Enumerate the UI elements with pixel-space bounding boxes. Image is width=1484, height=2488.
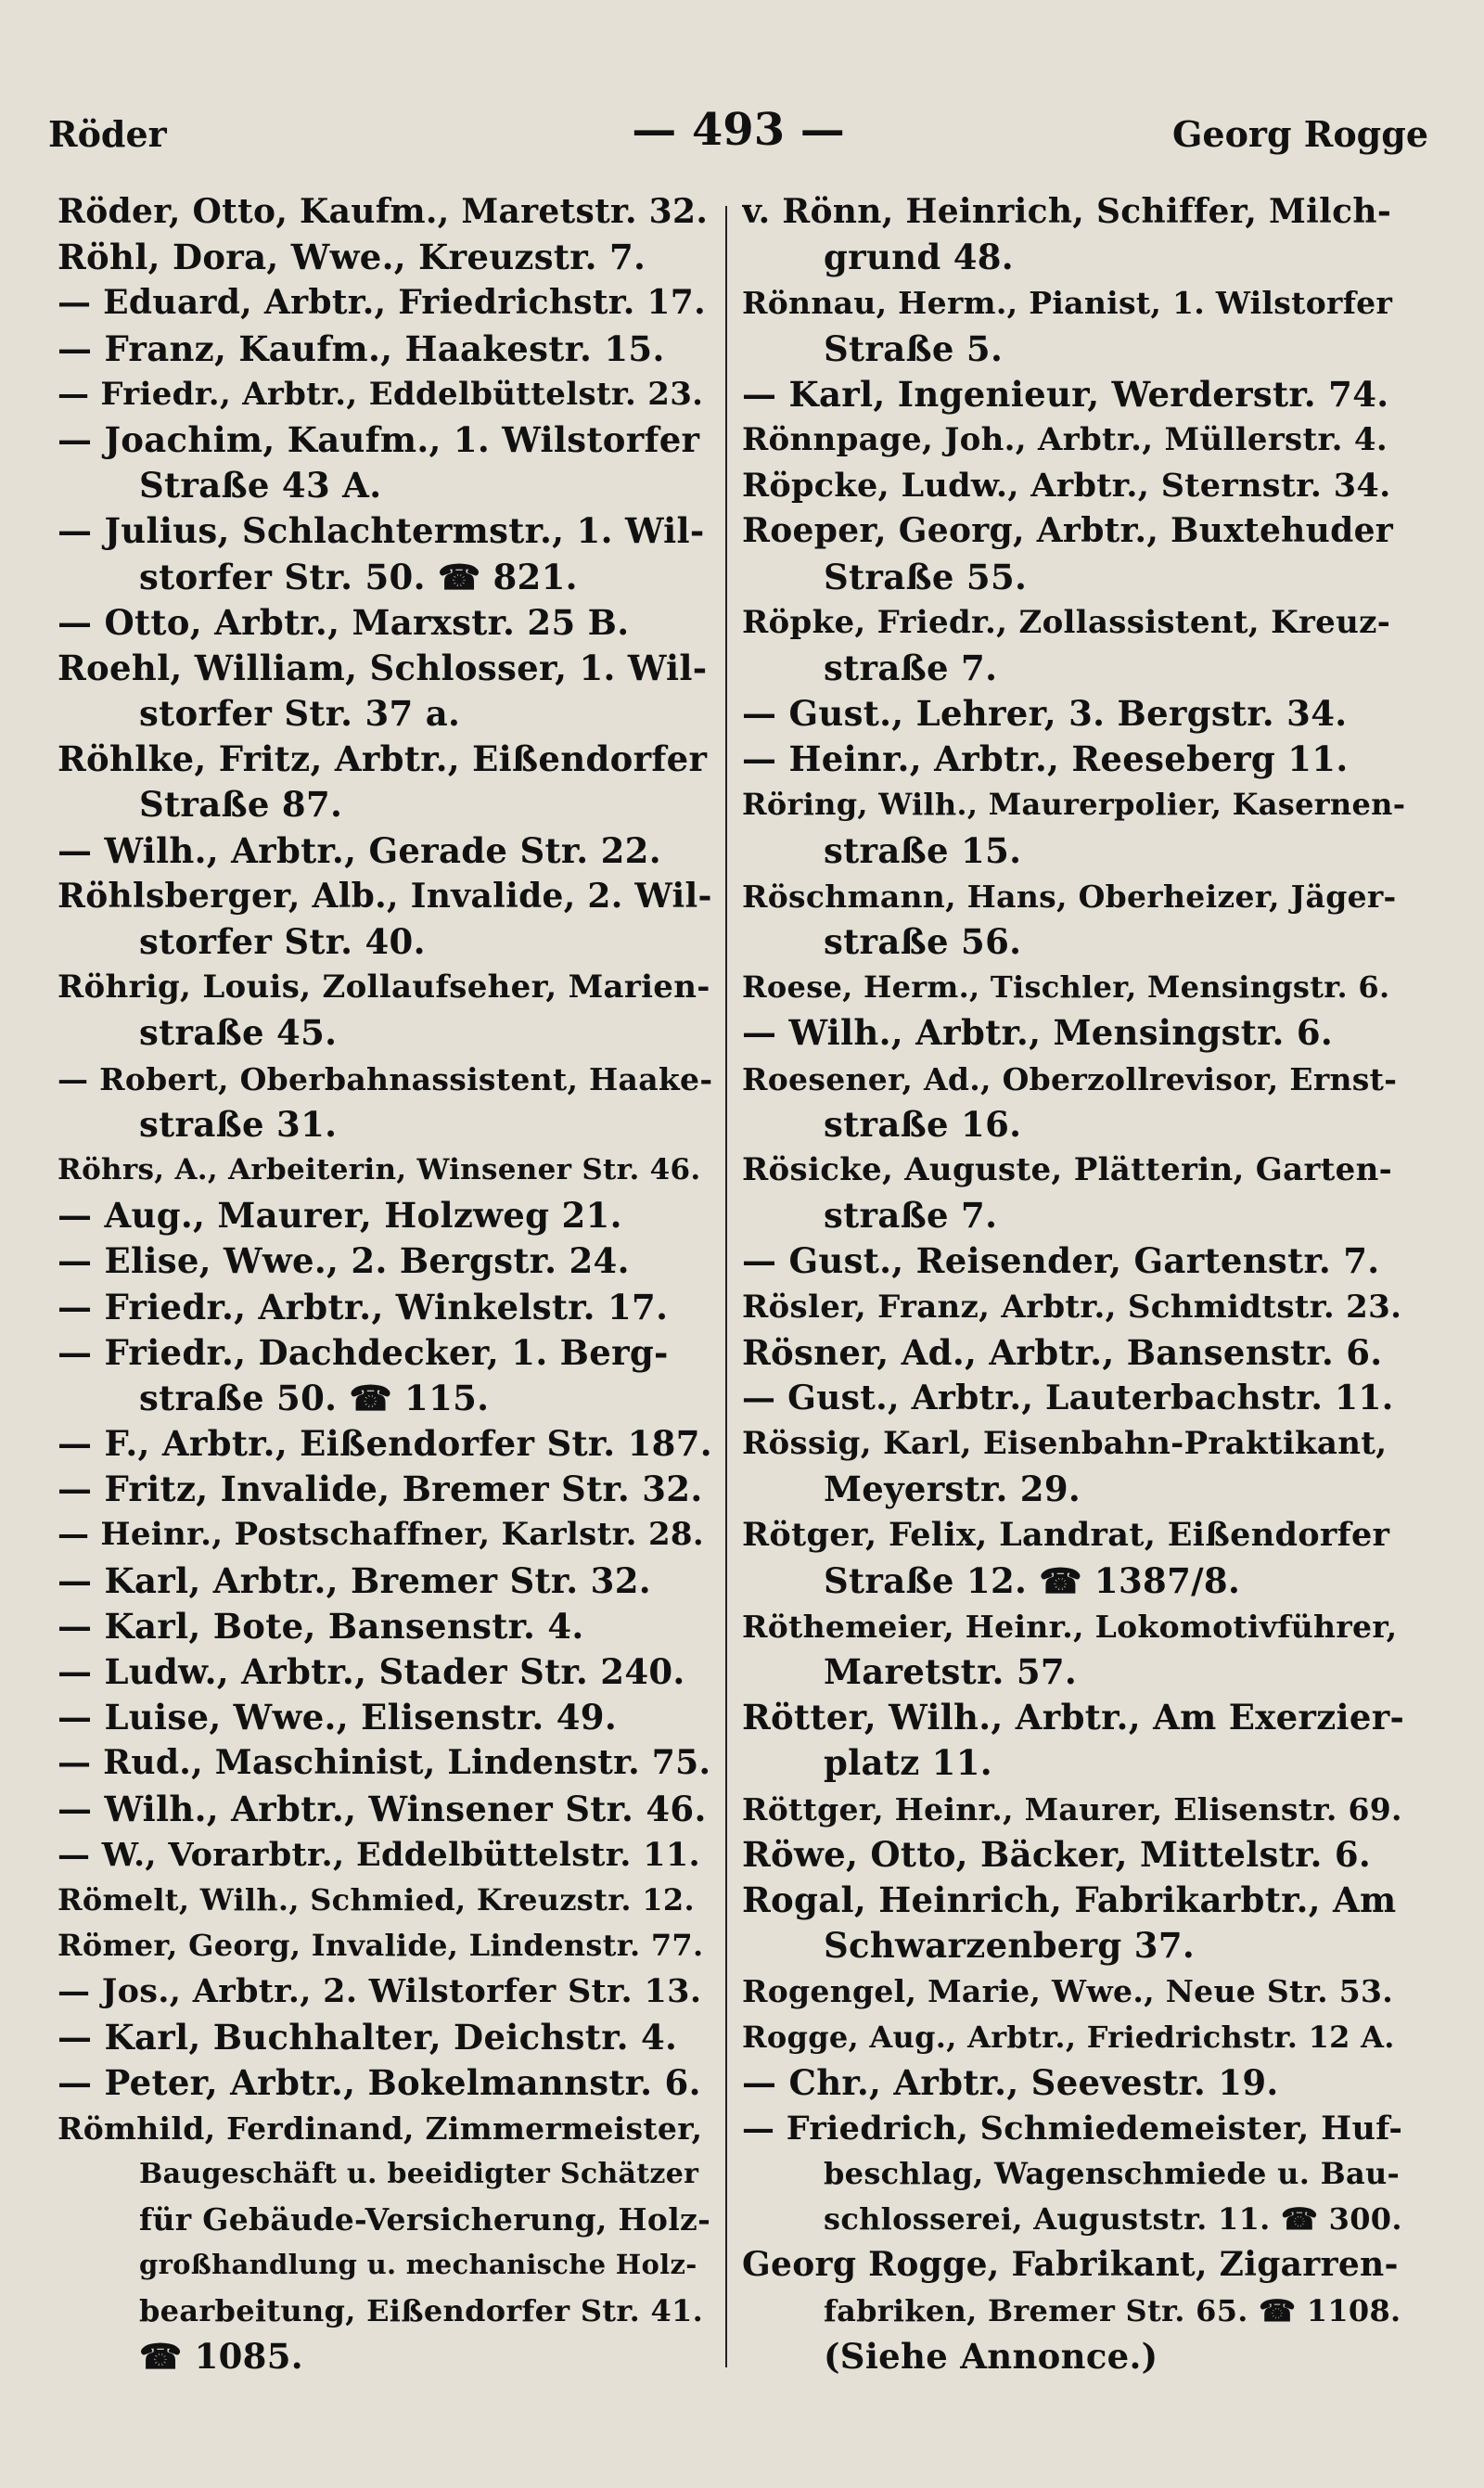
sub-entry: — Otto, Arbtr., Marxstr. 25 B. — [58, 601, 630, 643]
sub-entry: — Gust., Arbtr., Lauterbachstr. 11. — [742, 1378, 1394, 1417]
sub-entry: — Franz, Kaufm., Haakestr. 15. — [58, 327, 665, 369]
sub-entry: — Chr., Arbtr., Seevestr. 19. — [742, 2061, 1279, 2103]
directory-entry: Rösner, Ad., Arbtr., Bansenstr. 6. — [742, 1331, 1383, 1373]
entry-continuation: (Siehe Annonce.) — [824, 2335, 1158, 2377]
entry-continuation: storfer Str. 37 a. — [139, 693, 461, 735]
sub-entry: — F., Arbtr., Eißendorfer Str. 187. — [58, 1423, 712, 1465]
entry-continuation: straße 45. — [139, 1012, 338, 1054]
sub-entry: — Wilh., Arbtr., Gerade Str. 22. — [58, 829, 661, 871]
entry-continuation: storfer Str. 40. — [139, 921, 426, 962]
entry-continuation: storfer Str. 50. ☎ 821. — [139, 556, 578, 597]
header-right-keyword: Georg Rogge — [1171, 113, 1428, 155]
entry-continuation: Maretstr. 57. — [824, 1651, 1078, 1692]
directory-entry: Röpke, Friedr., Zollassistent, Kreuz- — [742, 603, 1391, 641]
entry-continuation: grund 48. — [824, 237, 1014, 278]
directory-entry: Röthemeier, Heinr., Lokomotivführer, — [742, 1608, 1398, 1645]
entry-continuation: straße 7. — [824, 647, 998, 688]
directory-entry: Rönnau, Herm., Pianist, 1. Wilstorfer — [742, 285, 1393, 322]
sub-entry: — Luise, Wwe., Elisenstr. 49. — [58, 1697, 618, 1738]
directory-entry: Römelt, Wilh., Schmied, Kreuzstr. 12. — [58, 1881, 695, 1917]
entry-continuation: Meyerstr. 29. — [824, 1468, 1081, 1510]
directory-entry: Rogengel, Marie, Wwe., Neue Str. 53. — [742, 1973, 1394, 2010]
page-number: — 493 — — [632, 104, 845, 156]
sub-entry: — Karl, Ingenieur, Werderstr. 74. — [742, 373, 1389, 415]
sub-entry: — Heinr., Postschaffner, Karlstr. 28. — [58, 1516, 704, 1554]
sub-entry: — Robert, Oberbahnassistent, Haake- — [58, 1060, 712, 1097]
sub-entry: — Fritz, Invalide, Bremer Str. 32. — [58, 1468, 703, 1510]
sub-entry: — Eduard, Arbtr., Friedrichstr. 17. — [58, 283, 706, 323]
directory-entry: Roese, Herm., Tischler, Mensingstr. 6. — [742, 969, 1390, 1006]
entry-continuation: straße 7. — [824, 1195, 998, 1237]
directory-entry: Rössig, Karl, Eisenbahn-Praktikant, — [742, 1425, 1388, 1463]
directory-entry: Roehl, William, Schlosser, 1. Wil- — [58, 647, 708, 688]
directory-entry: Röhlsberger, Alb., Invalide, 2. Wil- — [58, 876, 712, 916]
directory-entry: Röttger, Heinr., Maurer, Elisenstr. 69. — [742, 1790, 1402, 1828]
directory-entry: Röpcke, Ludw., Arbtr., Sternstr. 34. — [742, 467, 1391, 506]
sub-entry: — W., Vorarbtr., Eddelbüttelstr. 11. — [58, 1835, 701, 1874]
directory-entry: Röschmann, Hans, Oberheizer, Jäger- — [742, 878, 1397, 915]
sub-entry: — Wilh., Arbtr., Mensingstr. 6. — [742, 1012, 1334, 1054]
entry-continuation: straße 15. — [824, 829, 1022, 871]
directory-entry: Röhlke, Fritz, Arbtr., Eißendorfer — [58, 738, 708, 780]
sub-entry: — Gust., Lehrer, 3. Bergstr. 34. — [742, 693, 1348, 735]
sub-entry: — Karl, Arbtr., Bremer Str. 32. — [58, 1559, 651, 1601]
sub-entry: — Elise, Wwe., 2. Bergstr. 24. — [58, 1240, 630, 1282]
entry-continuation: schlosserei, Auguststr. 11. ☎ 300. — [824, 2201, 1402, 2238]
directory-entry: Röring, Wilh., Maurerpolier, Kasernen- — [742, 787, 1405, 823]
entry-continuation: straße 31. — [139, 1103, 338, 1145]
directory-entry: Roeper, Georg, Arbtr., Buxtehuder — [742, 511, 1394, 551]
entry-continuation: beschlag, Wagenschmiede u. Bau- — [824, 2156, 1401, 2192]
left-column — [58, 189, 712, 2379]
entry-continuation: platz 11. — [824, 1742, 992, 1784]
entry-continuation: fabriken, Bremer Str. 65. ☎ 1108. — [824, 2292, 1401, 2328]
directory-entry: Rösler, Franz, Arbtr., Schmidtstr. 23. — [742, 1288, 1402, 1326]
page-header — [48, 104, 1428, 169]
entry-continuation: Straße 55. — [824, 556, 1028, 597]
entry-continuation: großhandlung u. mechanische Holz- — [139, 2249, 697, 2281]
sub-entry: — Friedrich, Schmiedemeister, Huf- — [742, 2109, 1403, 2148]
directory-entry: Rogal, Heinrich, Fabrikarbtr., Am — [742, 1879, 1397, 1920]
entry-continuation: Schwarzenberg 37. — [824, 1925, 1196, 1967]
right-column — [742, 189, 1405, 2379]
column-divider — [725, 206, 727, 2367]
directory-entry: Röhrs, A., Arbeiterin, Winsener Str. 46. — [58, 1152, 701, 1186]
header-left-keyword: Röder — [48, 113, 167, 155]
sub-entry: — Friedr., Arbtr., Winkelstr. 17. — [58, 1286, 669, 1327]
directory-entry: Roesener, Ad., Oberzollrevisor, Ernst- — [742, 1060, 1398, 1097]
directory-entry: Röwe, Otto, Bäcker, Mittelstr. 6. — [742, 1833, 1372, 1875]
sub-entry: — Gust., Reisender, Gartenstr. 7. — [742, 1240, 1380, 1282]
sub-entry: — Heinr., Arbtr., Reeseberg 11. — [742, 738, 1349, 780]
directory-entry: Rogge, Aug., Arbtr., Friedrichstr. 12 A. — [742, 2019, 1395, 2055]
sub-entry: — Ludw., Arbtr., Stader Str. 240. — [58, 1651, 685, 1692]
entry-continuation: straße 50. ☎ 115. — [139, 1377, 490, 1418]
directory-entry: Röder, Otto, Kaufm., Maretstr. 32. — [58, 192, 709, 231]
sub-entry: — Friedr., Arbtr., Eddelbüttelstr. 23. — [58, 375, 704, 413]
directory-entry: Rönnpage, Joh., Arbtr., Müllerstr. 4. — [742, 420, 1388, 458]
sub-entry: — Julius, Schlachtermstr., 1. Wil- — [58, 510, 705, 552]
sub-entry: — Rud., Maschinist, Lindenstr. 75. — [58, 1743, 711, 1783]
directory-entry: Rötger, Felix, Landrat, Eißendorfer — [742, 1516, 1390, 1555]
entry-continuation: für Gebäude-Versicherung, Holz- — [139, 2201, 711, 2238]
sub-entry: — Aug., Maurer, Holzweg 21. — [58, 1195, 622, 1237]
directory-entry: Georg Rogge, Fabrikant, Zigarren- — [742, 2245, 1399, 2285]
sub-entry: — Wilh., Arbtr., Winsener Str. 46. — [58, 1788, 707, 1829]
directory-entry: Rösicke, Auguste, Plätterin, Garten- — [742, 1150, 1393, 1188]
sub-entry: — Friedr., Dachdecker, 1. Berg- — [58, 1331, 669, 1373]
entry-continuation: Baugeschäft u. beeidigter Schätzer — [139, 2158, 699, 2191]
entry-continuation: straße 16. — [824, 1103, 1022, 1145]
sub-entry: — Peter, Arbtr., Bokelmannstr. 6. — [58, 2061, 701, 2103]
sub-entry: — Joachim, Kaufm., 1. Wilstorfer — [58, 418, 700, 460]
entry-continuation: ☎ 1085. — [139, 2335, 303, 2377]
sub-entry: — Karl, Buchhalter, Deichstr. 4. — [58, 2016, 678, 2058]
directory-entry: Röhl, Dora, Wwe., Kreuzstr. 7. — [58, 237, 646, 278]
directory-entry: Röhrig, Louis, Zollaufseher, Marien- — [58, 968, 710, 1007]
entry-continuation: Straße 5. — [824, 327, 1004, 369]
sub-entry: — Jos., Arbtr., 2. Wilstorfer Str. 13. — [58, 1972, 702, 2011]
entry-continuation: Straße 12. ☎ 1387/8. — [824, 1559, 1241, 1601]
sub-entry: — Karl, Bote, Bansenstr. 4. — [58, 1605, 584, 1647]
entry-continuation: straße 56. — [824, 921, 1022, 962]
directory-entry: Römer, Georg, Invalide, Lindenstr. 77. — [58, 1928, 704, 1964]
directory-entry: Römhild, Ferdinand, Zimmermeister, — [58, 2110, 703, 2147]
entry-continuation: Straße 87. — [139, 784, 343, 826]
directory-entry: v. Rönn, Heinrich, Schiffer, Milch- — [742, 192, 1392, 231]
directory-entry: Rötter, Wilh., Arbtr., Am Exerzier- — [742, 1697, 1405, 1738]
entry-continuation: Straße 43 A. — [139, 465, 382, 507]
entry-continuation: bearbeitung, Eißendorfer Str. 41. — [139, 2292, 704, 2328]
